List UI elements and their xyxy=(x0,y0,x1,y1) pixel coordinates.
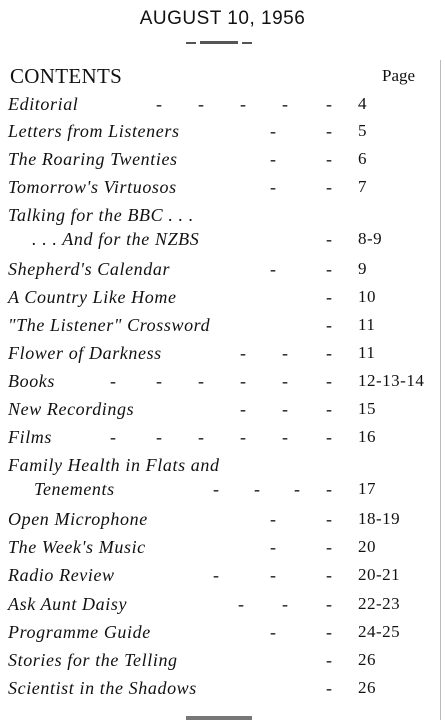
toc-entry xyxy=(8,678,433,704)
toc-entry xyxy=(8,565,433,591)
toc-entry-page: 12-13-14 xyxy=(358,371,425,390)
leader-dash: - xyxy=(238,594,244,614)
leader-dash: - xyxy=(326,537,332,557)
toc-entry-page: 20-21 xyxy=(358,565,401,584)
leader-dash: - xyxy=(270,565,276,585)
bottom-ornament-rule xyxy=(186,716,252,720)
toc-entry-title: Tomorrow's Virtuosos xyxy=(8,177,177,197)
toc-entry-page: 11 xyxy=(358,315,376,334)
leader-dash: - xyxy=(282,427,288,447)
toc-entry xyxy=(8,343,433,369)
toc-entry xyxy=(8,455,433,507)
leader-dash: - xyxy=(270,177,276,197)
toc-entry-page: 10 xyxy=(358,287,376,306)
toc-entry-page: 11 xyxy=(358,343,376,362)
toc-entry-title: Films xyxy=(8,427,53,447)
toc-entry-title: A Country Like Home xyxy=(8,287,177,307)
leader-dash: - xyxy=(326,315,332,335)
toc-entry xyxy=(8,371,433,397)
leader-dash: - xyxy=(270,537,276,557)
leader-dash: - xyxy=(282,594,288,614)
leader-dash: - xyxy=(110,371,116,391)
toc-entry xyxy=(8,537,433,563)
leader-dash: - xyxy=(326,650,332,670)
toc-entry-page: 24-25 xyxy=(358,622,401,641)
leader-dash: - xyxy=(326,594,332,614)
issue-date: AUGUST 10, 1956 xyxy=(139,8,306,29)
toc-entry-title: The Roaring Twenties xyxy=(8,149,178,169)
toc-entry-title: Radio Review xyxy=(8,565,115,585)
toc-entry xyxy=(8,177,433,203)
toc-entry-page: 7 xyxy=(358,177,367,196)
toc-entry-page: 4 xyxy=(358,94,367,113)
toc-entry-title: Editorial xyxy=(8,94,79,114)
toc-entry-page: 26 xyxy=(358,678,376,697)
leader-dash: - xyxy=(156,427,162,447)
page-column-heading: Page xyxy=(382,66,416,85)
leader-dash: - xyxy=(326,565,332,585)
leader-dash: - xyxy=(326,259,332,279)
leader-dash: - xyxy=(198,94,204,114)
leader-dash: - xyxy=(156,94,162,114)
leader-dash: - xyxy=(326,509,332,529)
leader-dash: - xyxy=(198,371,204,391)
leader-dash: - xyxy=(240,343,246,363)
toc-entry-page: 9 xyxy=(358,259,367,278)
leader-dash: - xyxy=(326,229,332,249)
leader-dash: - xyxy=(110,427,116,447)
leader-dash: - xyxy=(198,427,204,447)
leader-dash: - xyxy=(213,479,219,499)
toc-entry-title: Shepherd's Calendar xyxy=(8,259,171,279)
leader-dash: - xyxy=(270,509,276,529)
toc-entry xyxy=(8,205,433,257)
toc-entry-title: New Recordings xyxy=(8,399,135,419)
leader-dash: - xyxy=(240,371,246,391)
leader-dash: - xyxy=(240,399,246,419)
toc-entry-page: 8-9 xyxy=(358,229,383,248)
toc-entry-title: Letters from Listeners xyxy=(8,121,180,141)
toc-entry xyxy=(8,427,433,453)
toc-entry-title: Stories for the Telling xyxy=(8,650,178,670)
toc-entry-title: "The Listener" Crossword xyxy=(8,315,211,335)
toc-entry-title: Scientist in the Shadows xyxy=(8,678,197,698)
toc-entry-title: Books xyxy=(8,371,55,391)
toc-entry xyxy=(8,94,433,120)
toc-entry-title: Programme Guide xyxy=(8,622,151,642)
leader-dash: - xyxy=(282,343,288,363)
leader-dash: - xyxy=(326,371,332,391)
leader-dash: - xyxy=(282,371,288,391)
leader-dash: - xyxy=(326,343,332,363)
toc-entry xyxy=(8,315,433,341)
toc-entry xyxy=(8,509,433,535)
leader-dash: - xyxy=(326,177,332,197)
leader-dash: - xyxy=(156,371,162,391)
toc-entry-title: Flower of Darkness xyxy=(8,343,162,363)
leader-dash: - xyxy=(326,94,332,114)
contents-heading: CONTENTS xyxy=(10,64,123,88)
toc-entry-title: Ask Aunt Daisy xyxy=(8,594,128,614)
toc-entry xyxy=(8,622,433,648)
toc-entry-title-continued: Tenements xyxy=(34,479,115,499)
leader-dash: - xyxy=(326,678,332,698)
ornament-rule xyxy=(186,40,252,46)
toc-entry-page: 22-23 xyxy=(358,594,401,613)
toc-entry-title: Open Microphone xyxy=(8,509,148,529)
toc-entry xyxy=(8,259,433,285)
toc-entry-page: 20 xyxy=(358,537,376,556)
leader-dash: - xyxy=(282,94,288,114)
toc-entry xyxy=(8,121,433,147)
toc-entry xyxy=(8,149,433,175)
leader-dash: - xyxy=(254,479,260,499)
toc-entry-page: 26 xyxy=(358,650,376,669)
leader-dash: - xyxy=(326,121,332,141)
page-edge-line xyxy=(440,60,441,720)
leader-dash: - xyxy=(326,479,332,499)
toc-entry xyxy=(8,594,433,620)
toc-entry xyxy=(8,399,433,425)
toc-entry-title-continued: . . . And for the NZBS xyxy=(32,229,200,249)
toc-entry-page: 6 xyxy=(358,149,367,168)
toc-entry-page: 15 xyxy=(358,399,376,418)
leader-dash: - xyxy=(270,149,276,169)
leader-dash: - xyxy=(240,427,246,447)
toc-entry xyxy=(8,287,433,313)
toc-entry-page: 17 xyxy=(358,479,376,498)
toc-entry-page: 5 xyxy=(358,121,367,140)
toc-entry-title: Family Health in Flats and xyxy=(8,455,220,475)
toc-entry-title: Talking for the BBC . . . xyxy=(8,205,194,225)
toc-entry xyxy=(8,650,433,676)
leader-dash: - xyxy=(326,427,332,447)
toc-entry-page: 16 xyxy=(358,427,376,446)
toc-entry-page: 18-19 xyxy=(358,509,401,528)
leader-dash: - xyxy=(213,565,219,585)
leader-dash: - xyxy=(326,149,332,169)
leader-dash: - xyxy=(270,121,276,141)
leader-dash: - xyxy=(270,622,276,642)
leader-dash: - xyxy=(294,479,300,499)
leader-dash: - xyxy=(326,622,332,642)
leader-dash: - xyxy=(326,287,332,307)
leader-dash: - xyxy=(270,259,276,279)
leader-dash: - xyxy=(240,94,246,114)
leader-dash: - xyxy=(326,399,332,419)
leader-dash: - xyxy=(282,399,288,419)
toc-entry-title: The Week's Music xyxy=(8,537,146,557)
